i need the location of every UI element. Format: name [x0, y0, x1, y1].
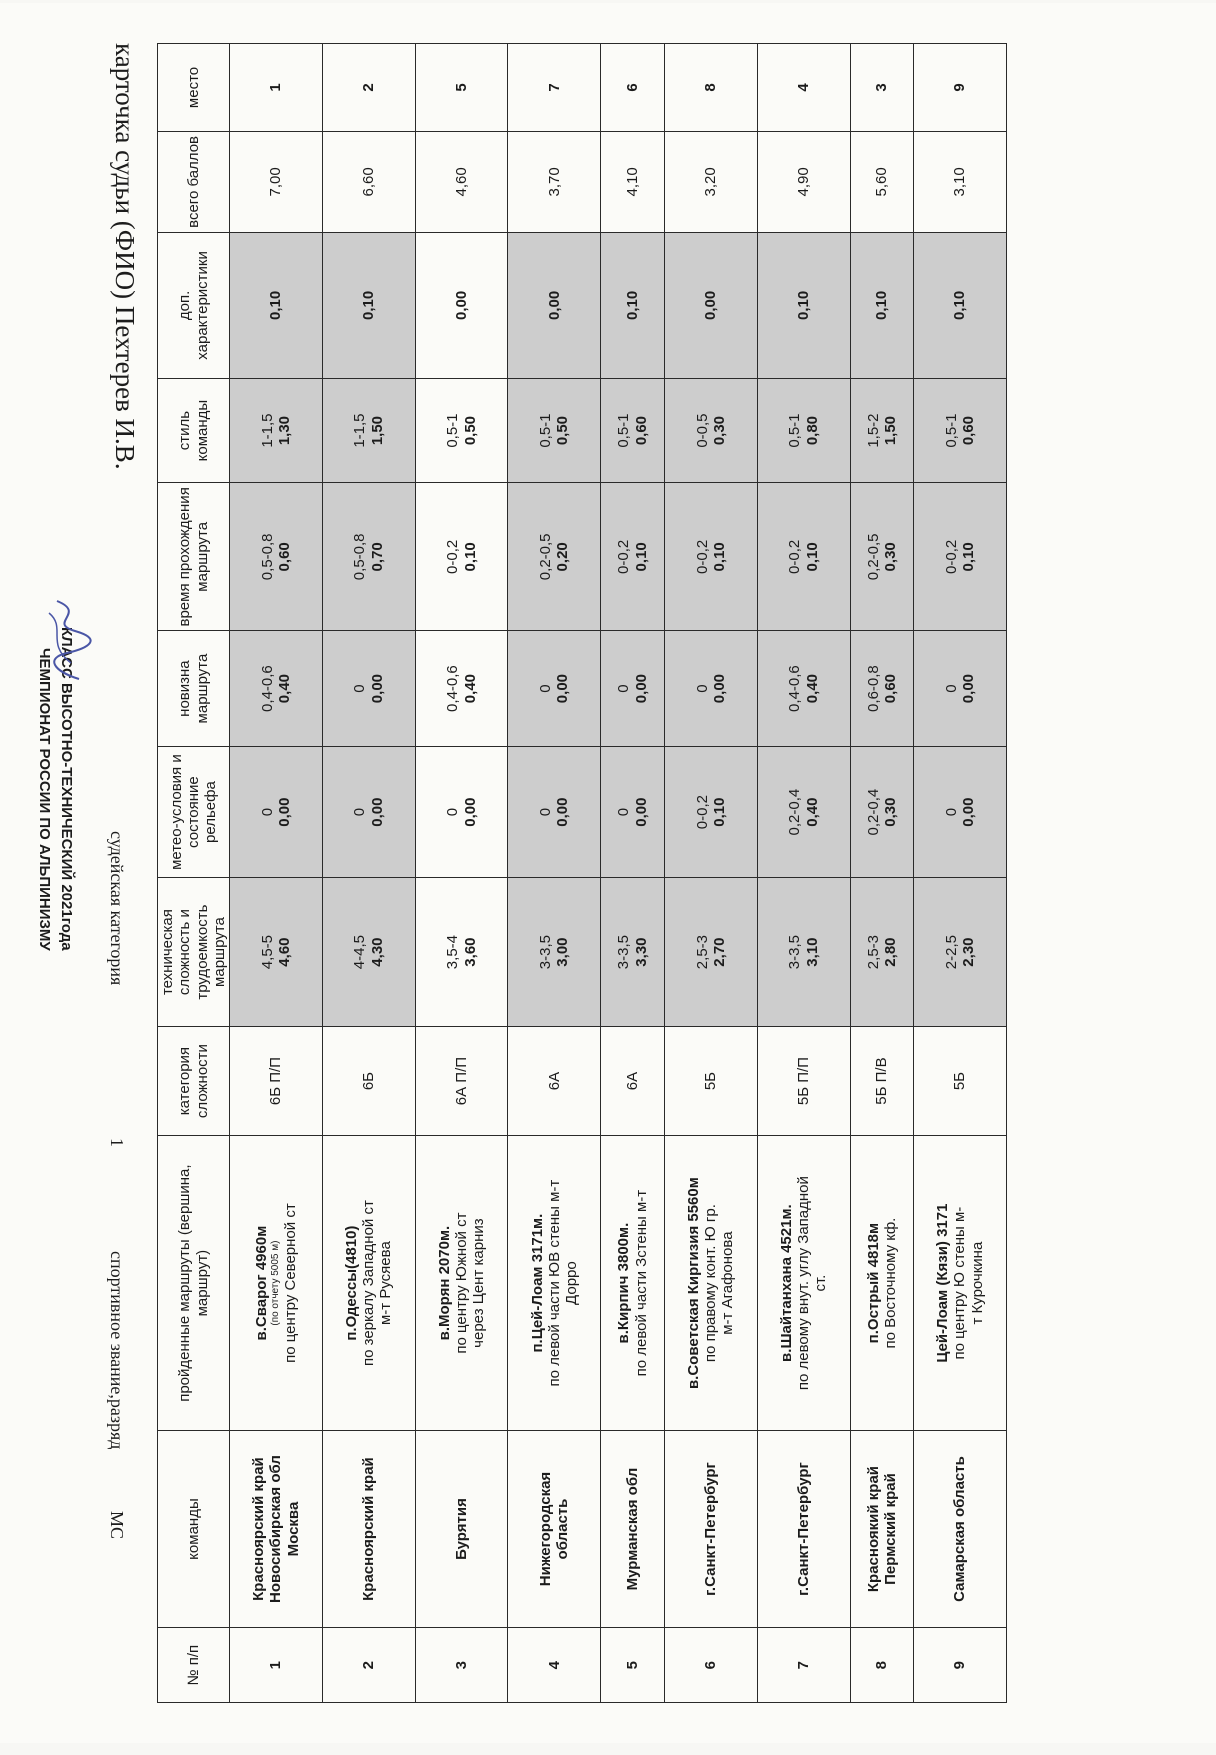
meteo-cell: [230, 746, 323, 878]
route-description: по правому конт. Ю гр.: [702, 1204, 720, 1363]
row-number: 8: [850, 1628, 914, 1703]
team-name: Новосибирская обл: [267, 1455, 285, 1603]
extra-score: 0,10: [795, 290, 812, 321]
style-score: 0,60: [960, 415, 978, 446]
time-range: 0-0,2: [615, 539, 633, 574]
route-title: в.Морян 2070м.: [435, 1225, 453, 1341]
team-name: Пермский край: [881, 1473, 899, 1585]
difficulty-category: 6А: [508, 1026, 601, 1136]
col-header-extra: доп. характеристики: [158, 232, 230, 378]
tech-score: 4,30: [368, 937, 386, 967]
team-cell: [664, 1430, 757, 1628]
team-cell: [914, 1430, 1007, 1628]
novelty-cell: [850, 631, 914, 746]
meteo-cell: [664, 746, 757, 878]
novelty-score: 0,00: [554, 673, 572, 704]
style-score: 1,30: [275, 415, 293, 446]
meteo-cell: [508, 746, 601, 878]
team-name: область: [554, 1498, 572, 1560]
table-row: [415, 44, 508, 1703]
meteo-score: 0,10: [710, 797, 728, 827]
tech-range: 2,5-3: [693, 934, 711, 970]
place: 7: [508, 44, 601, 132]
row-number: 2: [322, 1628, 415, 1703]
tech-range: 3-3,5: [537, 934, 555, 970]
table-row: [601, 44, 665, 1703]
style-score: 0,80: [803, 415, 821, 446]
route-description: т Курочкина: [968, 1241, 986, 1325]
total-score: 3,20: [664, 131, 757, 232]
tech-cell: [914, 878, 1007, 1026]
route-description: по центру Южной ст: [452, 1212, 470, 1354]
route-description: Дорро: [563, 1261, 581, 1305]
time-cell: [322, 483, 415, 631]
novelty-score: 0,00: [368, 673, 386, 704]
judge-category-value: 1: [107, 1138, 127, 1147]
extra-cell: [230, 232, 323, 378]
meteo-cell: [850, 746, 914, 878]
novelty-range: 0: [351, 684, 369, 693]
difficulty-category: 5Б: [914, 1026, 1007, 1136]
tech-score: 3,00: [554, 937, 572, 967]
style-range: 0,5-1: [444, 413, 462, 448]
time-score: 0,70: [368, 542, 386, 572]
extra-score: 0,10: [623, 290, 641, 321]
difficulty-category: 5Б П/П: [757, 1026, 850, 1136]
total-score: 4,10: [601, 131, 665, 232]
style-range: 0,5-1: [615, 413, 633, 448]
route-description: м-т Агафонова: [719, 1231, 737, 1335]
place: 1: [230, 44, 323, 132]
time-cell: [664, 483, 757, 631]
team-name: Мурманская обл: [623, 1467, 641, 1591]
col-header-technical: техническая сложность и трудоемкость маршрута: [158, 878, 230, 1026]
meteo-score: 0,00: [554, 797, 572, 827]
route-title: в.Кирпич 3800м.: [615, 1222, 633, 1344]
total-score: 6,60: [322, 131, 415, 232]
novelty-score: 0,60: [881, 673, 899, 704]
extra-score: 0,00: [702, 290, 720, 321]
meteo-range: 0-0,2: [693, 795, 711, 830]
novelty-cell: [322, 631, 415, 746]
tech-score: 2,80: [881, 937, 899, 967]
style-range: 1-1,5: [351, 413, 369, 448]
team-cell: [601, 1430, 665, 1628]
place: 6: [601, 44, 665, 132]
tech-cell: [415, 878, 508, 1026]
time-range: 0-0,2: [786, 539, 804, 574]
route-description: через Цент карниз: [470, 1218, 488, 1348]
style-range: 0,5-1: [942, 413, 960, 448]
extra-cell: [850, 232, 914, 378]
time-cell: [757, 483, 850, 631]
col-header-category: категория сложности: [158, 1026, 230, 1136]
row-number: 4: [508, 1628, 601, 1703]
team-name: г.Санкт-Петербург: [702, 1462, 720, 1596]
table-row: [914, 44, 1007, 1703]
style-cell: [850, 378, 914, 482]
time-cell: [415, 483, 508, 631]
time-range: 0-0,2: [693, 539, 711, 574]
row-number: 7: [757, 1628, 850, 1703]
championship-title: ЧЕМПИОНАТ РОССИИ ПО АЛЬПИНИЗМУ: [36, 648, 53, 951]
place: 2: [322, 44, 415, 132]
time-score: 0,60: [275, 542, 293, 572]
signature-mark: [37, 593, 97, 683]
novelty-cell: [230, 631, 323, 746]
novelty-range: 0,4-0,6: [786, 665, 804, 712]
meteo-score: 0,30: [881, 797, 899, 827]
tech-score: 3,30: [632, 937, 650, 967]
tech-cell: [322, 878, 415, 1026]
novelty-score: 0,00: [632, 673, 650, 704]
total-score: 7,00: [230, 131, 323, 232]
team-cell: [850, 1430, 914, 1628]
tech-range: 4,5-5: [258, 934, 276, 970]
time-cell: [508, 483, 601, 631]
col-header-routes: пройденные маршруты (вершина, маршрут): [158, 1136, 230, 1430]
row-number: 1: [230, 1628, 323, 1703]
extra-score: 0,00: [452, 290, 470, 321]
route-title: п.Цей-Лоам 3171м.: [528, 1213, 546, 1353]
tech-cell: [508, 878, 601, 1026]
col-header-num: № п/п: [158, 1628, 230, 1703]
route-note: (по отчету 5005 м): [270, 1240, 282, 1326]
style-cell: [914, 378, 1007, 482]
extra-score: 0,10: [951, 290, 969, 321]
style-score: 1,50: [368, 415, 386, 446]
extra-cell: [508, 232, 601, 378]
meteo-cell: [757, 746, 850, 878]
tech-range: 2-2,5: [942, 934, 960, 970]
novelty-score: 0,00: [960, 673, 978, 704]
extra-score: 0,10: [267, 290, 285, 321]
tech-cell: [664, 878, 757, 1026]
judge-card-title: карточка судьи (ФИО) Пехтерев И.В.: [110, 43, 140, 470]
extra-cell: [601, 232, 665, 378]
time-range: 0,5-0,8: [351, 533, 369, 581]
difficulty-category: 5Б П/В: [850, 1026, 914, 1136]
time-cell: [601, 483, 665, 631]
meteo-range: 0: [615, 807, 633, 817]
tech-score: 3,10: [803, 937, 821, 967]
meteo-score: 0,00: [275, 797, 293, 827]
place: 5: [415, 44, 508, 132]
place: 3: [850, 44, 914, 132]
novelty-score: 0,40: [803, 673, 821, 704]
col-header-place: место: [158, 44, 230, 132]
difficulty-category: 5Б: [664, 1026, 757, 1136]
route-description: по левой части ЮВ стены м-т: [545, 1179, 563, 1387]
meteo-range: 0: [351, 807, 369, 817]
route-description: по Восточному кф.: [881, 1217, 899, 1349]
style-cell: [601, 378, 665, 482]
tech-cell: [757, 878, 850, 1026]
style-cell: [322, 378, 415, 482]
route-description: ст.: [812, 1274, 830, 1292]
col-header-style: стиль команды: [158, 378, 230, 482]
total-score: 3,10: [914, 131, 1007, 232]
style-cell: [508, 378, 601, 482]
style-range: 0-0,5: [693, 413, 711, 448]
style-cell: [757, 378, 850, 482]
team-cell: [322, 1430, 415, 1628]
total-score: 3,70: [508, 131, 601, 232]
time-score: 0,10: [710, 542, 728, 572]
tech-score: 2,70: [710, 937, 728, 967]
place: 4: [757, 44, 850, 132]
meteo-range: 0: [942, 807, 960, 817]
novelty-score: 0,40: [461, 673, 479, 704]
meteo-score: 0,00: [368, 797, 386, 827]
style-score: 0,30: [710, 415, 728, 446]
meteo-cell: [415, 746, 508, 878]
time-range: 0,5-0,8: [258, 533, 276, 581]
novelty-cell: [914, 631, 1007, 746]
style-range: 1-1,5: [258, 413, 276, 448]
row-number: 9: [914, 1628, 1007, 1703]
team-name: Красноякий край: [864, 1465, 882, 1593]
col-header-meteo: метео-условия и состояние рельефа: [158, 746, 230, 878]
sport-rank-label: спортивное звание,разряд: [107, 1251, 127, 1450]
route-title: в.Шайтанхана 4521м.: [777, 1204, 795, 1362]
col-header-teams: команды: [158, 1430, 230, 1628]
sport-rank-value: МС: [107, 1511, 127, 1540]
table-row: [230, 44, 323, 1703]
team-name: Красноярский край: [250, 1457, 268, 1601]
meteo-cell: [914, 746, 1007, 878]
route-description: по центру Северной ст: [281, 1203, 299, 1363]
novelty-score: 0,40: [275, 673, 293, 704]
time-range: 0-0,2: [444, 539, 462, 574]
novelty-cell: [664, 631, 757, 746]
novelty-range: 0: [615, 684, 633, 693]
tech-range: 3-3,5: [786, 934, 804, 970]
novelty-range: 0,4-0,6: [444, 665, 462, 712]
meteo-range: 0: [537, 807, 555, 817]
results-table: [157, 43, 1007, 1703]
meteo-score: 0,00: [632, 797, 650, 827]
extra-cell: [322, 232, 415, 378]
tech-range: 3-3,5: [615, 934, 633, 970]
scoring-sheet: [0, 3, 1216, 1743]
meteo-score: 0,00: [461, 797, 479, 827]
time-range: 0,2-0,5: [864, 533, 882, 581]
row-number: 3: [415, 1628, 508, 1703]
total-score: 5,60: [850, 131, 914, 232]
route-cell: [664, 1136, 757, 1430]
time-cell: [914, 483, 1007, 631]
novelty-score: 0,00: [710, 673, 728, 704]
table-row: [322, 44, 415, 1703]
novelty-cell: [601, 631, 665, 746]
class-title: КЛАСС ВЫСОТНО-ТЕХНИЧЕСКИЙ 2021года: [58, 627, 75, 951]
col-header-time: время прохождения маршрута: [158, 483, 230, 631]
tech-score: 4,60: [275, 937, 293, 967]
tech-cell: [230, 878, 323, 1026]
route-description: м-т Русяева: [377, 1241, 395, 1325]
extra-cell: [415, 232, 508, 378]
novelty-range: 0: [537, 684, 555, 693]
row-number: 6: [664, 1628, 757, 1703]
total-score: 4,60: [415, 131, 508, 232]
table-row: [850, 44, 914, 1703]
extra-cell: [664, 232, 757, 378]
tech-range: 2,5-3: [864, 934, 882, 970]
team-cell: [230, 1430, 323, 1628]
difficulty-category: 6А П/П: [415, 1026, 508, 1136]
route-cell: [914, 1136, 1007, 1430]
route-cell: [508, 1136, 601, 1430]
difficulty-category: 6Б П/П: [230, 1026, 323, 1136]
route-title: Цей-Лоам (Кязи) 3171: [934, 1203, 952, 1363]
novelty-cell: [415, 631, 508, 746]
route-cell: [850, 1136, 914, 1430]
col-header-novelty: новизна маршрута: [158, 631, 230, 746]
novelty-range: 0: [942, 684, 960, 693]
route-title: в.Советская Киргизия 5560м: [684, 1177, 702, 1390]
style-range: 0,5-1: [786, 413, 804, 448]
time-score: 0,10: [960, 542, 978, 572]
time-score: 0,10: [803, 542, 821, 572]
team-name: Москва: [284, 1501, 302, 1557]
difficulty-category: 6А: [601, 1026, 665, 1136]
team-name: Самарская область: [951, 1456, 969, 1602]
novelty-cell: [757, 631, 850, 746]
route-cell: [415, 1136, 508, 1430]
route-description: по зеркалу Западной ст: [360, 1200, 378, 1367]
route-description: по левой части Зстены м-т: [632, 1189, 650, 1377]
team-cell: [415, 1430, 508, 1628]
time-score: 0,10: [632, 542, 650, 572]
row-number: 5: [601, 1628, 665, 1703]
extra-cell: [914, 232, 1007, 378]
time-score: 0,20: [554, 542, 572, 572]
novelty-range: 0: [693, 684, 711, 693]
team-name: Бурятия: [452, 1498, 470, 1560]
time-score: 0,10: [461, 542, 479, 572]
style-score: 0,60: [632, 415, 650, 446]
novelty-range: 0,6-0,8: [864, 665, 882, 712]
tech-range: 4-4,5: [351, 934, 369, 970]
total-score: 4,90: [757, 131, 850, 232]
meteo-cell: [322, 746, 415, 878]
route-cell: [230, 1136, 323, 1430]
meteo-range: 0,2-0,4: [786, 788, 804, 836]
meteo-range: 0,2-0,4: [864, 788, 882, 836]
team-cell: [757, 1430, 850, 1628]
time-range: 0-0,2: [942, 539, 960, 574]
route-cell: [757, 1136, 850, 1430]
route-cell: [322, 1136, 415, 1430]
extra-score: 0,00: [545, 290, 563, 321]
tech-score: 2,30: [960, 937, 978, 967]
route-title: в.Сварог 4960м: [252, 1225, 270, 1341]
time-score: 0,30: [881, 542, 899, 572]
route-cell: [601, 1136, 665, 1430]
header-row: [158, 44, 230, 1703]
table-row: [664, 44, 757, 1703]
time-range: 0,2-0,5: [537, 533, 555, 581]
table-row: [757, 44, 850, 1703]
meteo-cell: [601, 746, 665, 878]
style-score: 0,50: [461, 415, 479, 446]
style-cell: [230, 378, 323, 482]
style-score: 1,50: [881, 415, 899, 446]
extra-cell: [757, 232, 850, 378]
tech-cell: [850, 878, 914, 1026]
novelty-range: 0,4-0,6: [258, 665, 276, 712]
novelty-cell: [508, 631, 601, 746]
place: 8: [664, 44, 757, 132]
route-description: по левому внут. углу Западной: [795, 1176, 812, 1391]
team-name: Нижегородская: [537, 1471, 555, 1587]
col-header-total: всего баллов: [158, 131, 230, 232]
place: 9: [914, 44, 1007, 132]
team-cell: [508, 1430, 601, 1628]
meteo-score: 0,40: [803, 797, 821, 827]
style-cell: [415, 378, 508, 482]
style-score: 0,50: [554, 415, 572, 446]
route-title: п.Одессы(4810): [342, 1225, 360, 1341]
difficulty-category: 6Б: [322, 1026, 415, 1136]
route-title: п.Острый 4818м: [864, 1222, 882, 1344]
table-row: [508, 44, 601, 1703]
tech-score: 3,60: [461, 937, 479, 967]
time-cell: [850, 483, 914, 631]
route-description: по центру Ю стены м-: [951, 1206, 969, 1360]
judge-category-label: судейская категория: [107, 831, 127, 986]
style-range: 1,5-2: [864, 413, 882, 448]
meteo-score: 0,00: [960, 797, 978, 827]
extra-score: 0,10: [873, 290, 891, 321]
extra-score: 0,10: [360, 290, 378, 321]
tech-cell: [601, 878, 665, 1026]
team-name: Красноярский край: [360, 1457, 378, 1601]
style-range: 0,5-1: [537, 413, 555, 448]
time-cell: [230, 483, 323, 631]
style-cell: [664, 378, 757, 482]
tech-range: 3,5-4: [444, 934, 462, 970]
meteo-range: 0: [444, 807, 462, 817]
meteo-range: 0: [258, 807, 276, 817]
team-name: г.Санкт-Петербург: [795, 1462, 812, 1596]
